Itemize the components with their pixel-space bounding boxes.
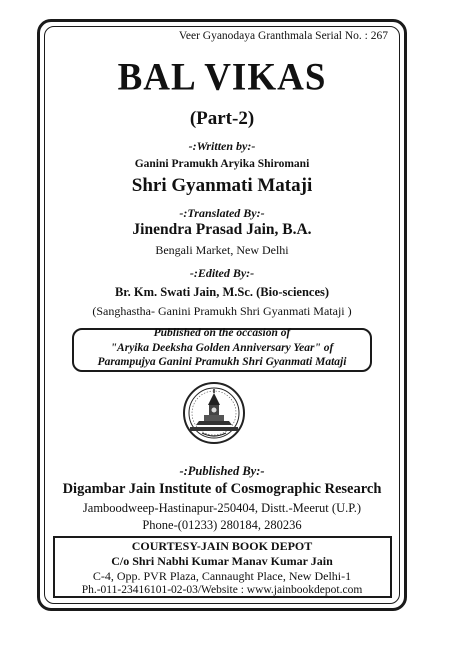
translator-place: Bengali Market, New Delhi — [155, 243, 289, 257]
edited-by-label: -:Edited By:- — [189, 266, 255, 280]
occasion-line-2: "Aryika Deeksha Golden Anniversary Year" of — [110, 342, 334, 354]
courtesy-contact: Ph.-011-23416101-02-03/Website : www.jainbookdepot.com — [81, 584, 363, 596]
courtesy-care-of: C/o Shri Nabhi Kumar Manav Kumar Jain — [111, 554, 333, 568]
published-by-label: -:Published By:- — [179, 464, 265, 478]
institute-emblem-icon — [182, 381, 246, 445]
translated-by-label: -:Translated By:- — [179, 206, 265, 220]
editor-note: (Sanghastha- Ganini Pramukh Shri Gyanmati Mataji ) — [92, 304, 352, 318]
courtesy-address: C-4, Opp. PVR Plaza, Cannaught Place, New Delhi-1 — [92, 569, 352, 583]
publisher-address: Jamboodweep-Hastinapur-250404, Distt.-Meerut (U.P.) — [82, 501, 362, 515]
written-by-label: -:Written by:- — [188, 139, 256, 153]
book-part: (Part-2) — [189, 108, 255, 129]
editor-name: Br. Km. Swati Jain, M.Sc. (Bio-sciences) — [114, 285, 330, 299]
author-title: Ganini Pramukh Aryika Shiromani — [134, 158, 310, 170]
author-name: Shri Gyanmati Mataji — [131, 175, 313, 196]
publisher-phone: Phone-(01233) 280184, 280236 — [142, 518, 302, 532]
courtesy-title: COURTESY-JAIN BOOK DEPOT — [131, 539, 313, 553]
occasion-line-1: Published on the occasion of — [153, 327, 291, 339]
book-title: BAL VIKAS — [117, 55, 327, 100]
serial-number: Veer Gyanodaya Granthmala Serial No. : 267 — [178, 30, 388, 42]
publisher-name: Digambar Jain Institute of Cosmographic Research — [62, 481, 382, 497]
translator-name: Jinendra Prasad Jain, B.A. — [132, 221, 312, 238]
occasion-line-3: Parampujya Ganini Pramukh Shri Gyanmati Mataji — [97, 356, 347, 368]
